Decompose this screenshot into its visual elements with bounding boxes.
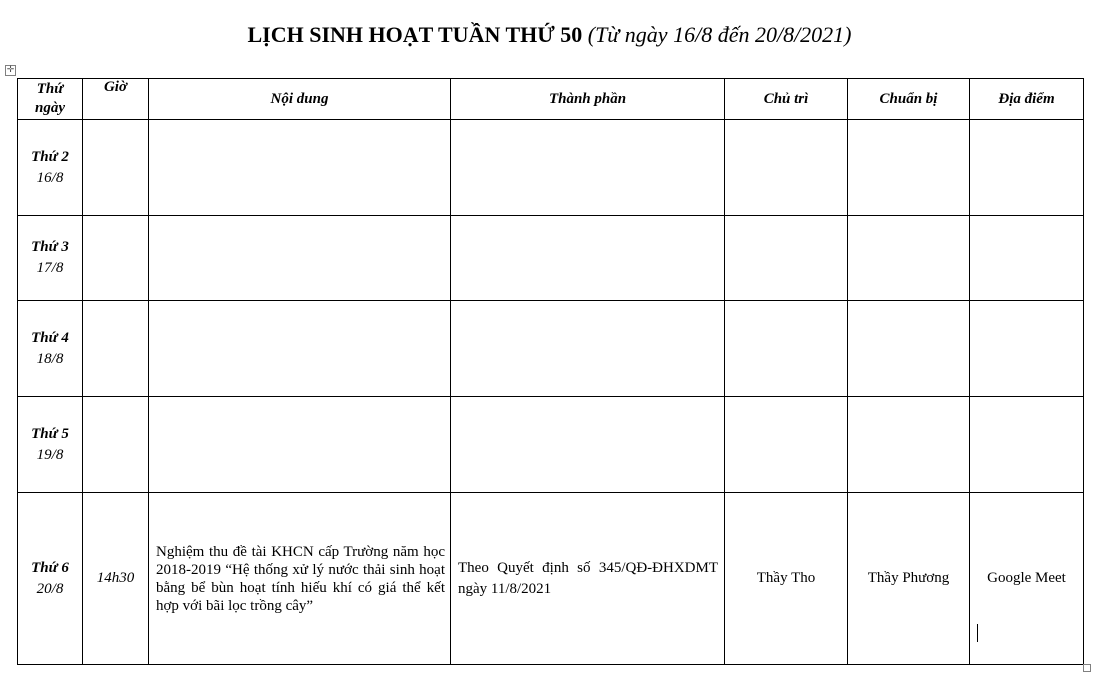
day-date: 17/8 (36, 260, 64, 276)
content-cell[interactable] (149, 301, 451, 397)
table-row (18, 120, 1084, 216)
header-row (18, 79, 1084, 120)
prepare-cell[interactable]: Thầy Phương (848, 493, 970, 665)
members-cell[interactable] (451, 120, 725, 216)
header-location: Địa điểm (970, 79, 1084, 120)
location-cell[interactable] (970, 216, 1084, 301)
prepare-cell[interactable] (848, 397, 970, 493)
day-name: Thứ 4 (31, 329, 69, 346)
day-cell[interactable] (18, 397, 83, 493)
day-cell[interactable] (18, 120, 83, 216)
title-main: LỊCH SINH HOẠT TUẦN THỨ 50 (247, 22, 583, 47)
table-move-handle-icon[interactable]: ✛ (6, 65, 15, 75)
day-date: 18/8 (36, 350, 64, 367)
time-cell[interactable] (83, 397, 149, 493)
header-chair: Chủ trì (725, 79, 848, 120)
day-name: Thứ 5 (31, 425, 69, 442)
day-name: Thứ 3 (31, 239, 69, 255)
location-cell[interactable] (970, 120, 1084, 216)
members-cell[interactable] (451, 301, 725, 397)
header-day-line2: ngày (35, 100, 65, 116)
prepare-cell[interactable] (848, 301, 970, 397)
document-title (0, 22, 1099, 48)
text-cursor (977, 624, 978, 642)
header-day-line1: Thứ (36, 81, 64, 97)
table-row (18, 216, 1084, 301)
table-row (18, 493, 1084, 665)
chair-cell[interactable] (725, 301, 848, 397)
content-cell[interactable] (149, 216, 451, 301)
schedule-table (17, 78, 1084, 665)
day-date: 19/8 (36, 446, 64, 463)
day-cell[interactable] (18, 216, 83, 301)
chair-cell[interactable] (725, 397, 848, 493)
header-prepare: Chuẩn bị (848, 79, 970, 120)
time-cell[interactable]: 14h30 (83, 493, 149, 665)
members-cell[interactable] (451, 216, 725, 301)
time-cell[interactable] (83, 301, 149, 397)
time-cell[interactable] (83, 216, 149, 301)
chair-cell[interactable] (725, 120, 848, 216)
day-date: 20/8 (36, 580, 64, 597)
header-content: Nội dung (149, 79, 451, 120)
prepare-cell[interactable] (848, 120, 970, 216)
members-cell[interactable]: Theo Quyết định số 345/QĐ-ĐHXDMT ngày 11/8/2021 (451, 493, 725, 665)
location-cell[interactable] (970, 301, 1084, 397)
content-cell[interactable]: Nghiệm thu đề tài KHCN cấp Trường năm học 2018-2019 “Hệ thống xử lý nước thải sinh hoạt bằng bể bùn hoạt tính hiếu khí có giá thể kết hợp với bãi lọc trồng cây” (149, 493, 451, 665)
header-day (18, 79, 83, 120)
table-row (18, 397, 1084, 493)
title-date-range: (Từ ngày 16/8 đến 20/8/2021) (587, 22, 852, 47)
table-row (18, 301, 1084, 397)
content-cell[interactable] (149, 397, 451, 493)
chair-cell[interactable]: Thầy Tho (725, 493, 848, 665)
content-cell[interactable] (149, 120, 451, 216)
time-cell[interactable] (83, 120, 149, 216)
prepare-cell[interactable] (848, 216, 970, 301)
location-cell[interactable] (970, 397, 1084, 493)
day-name: Thứ 2 (31, 148, 69, 165)
members-cell[interactable] (451, 397, 725, 493)
header-time: Giờ (83, 79, 149, 120)
day-cell[interactable] (18, 301, 83, 397)
table-resize-handle-icon[interactable] (1083, 664, 1091, 672)
header-members: Thành phần (451, 79, 725, 120)
day-cell[interactable] (18, 493, 83, 665)
day-date: 16/8 (36, 169, 64, 186)
location-cell[interactable]: Google Meet (970, 493, 1084, 665)
day-name: Thứ 6 (31, 559, 69, 576)
chair-cell[interactable] (725, 216, 848, 301)
